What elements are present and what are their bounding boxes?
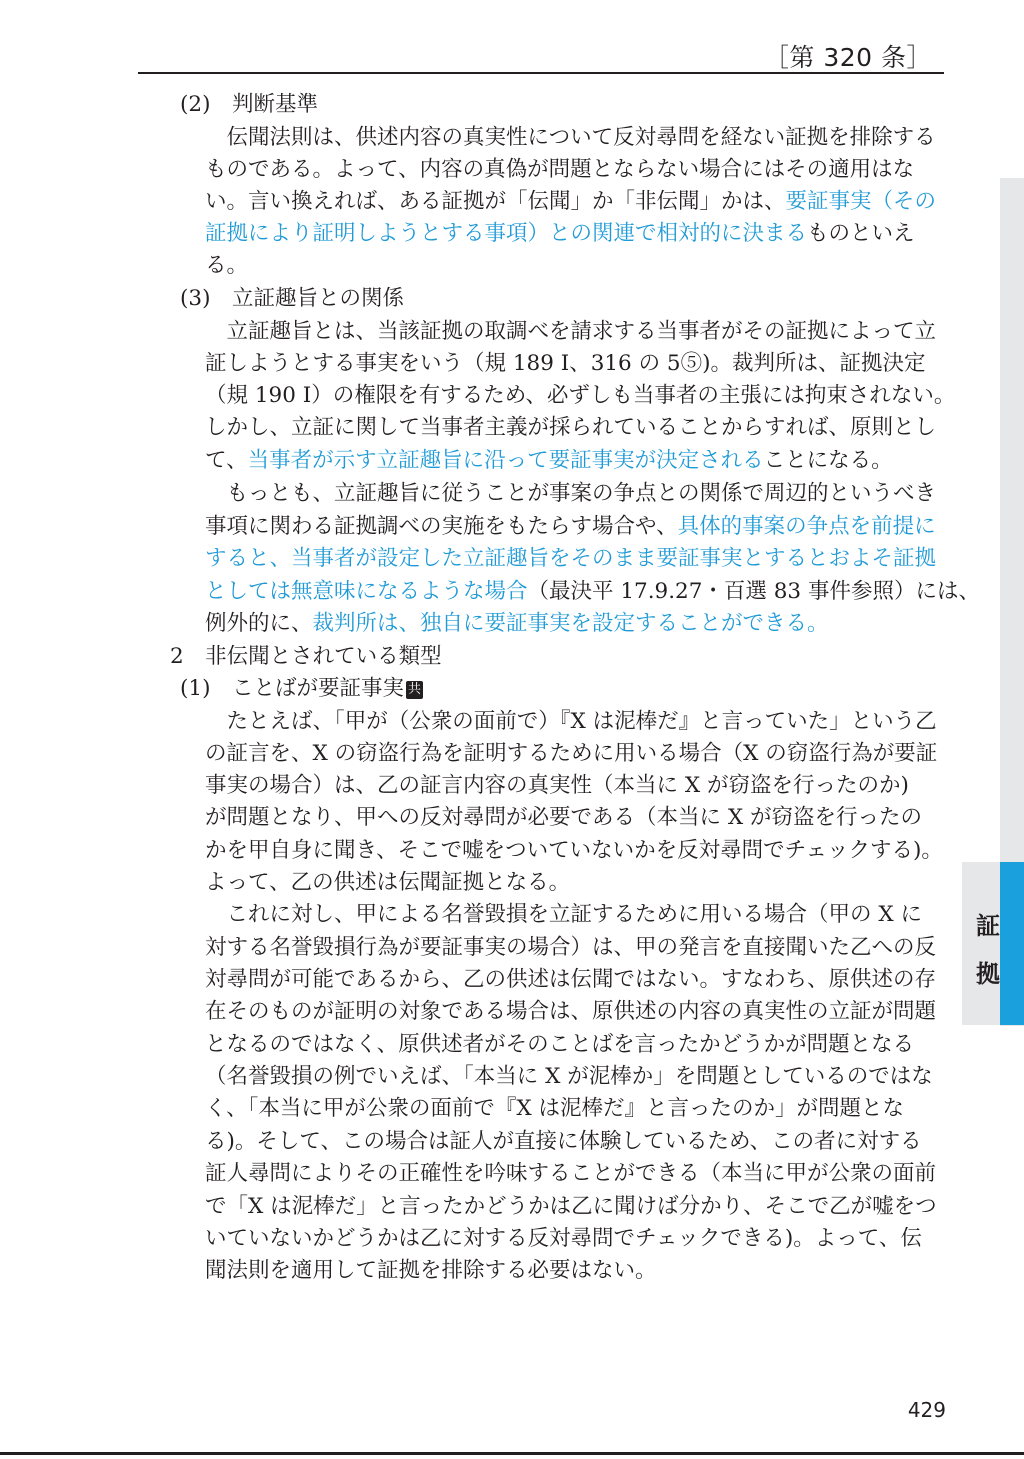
text-line bbox=[205, 380, 955, 412]
text-line bbox=[205, 802, 922, 834]
text-line bbox=[205, 316, 936, 348]
text-segment: （最決平 17.9.27・百選 83 事件参照）には、 bbox=[527, 579, 980, 604]
highlighted-text: 要証事実（その bbox=[785, 189, 937, 214]
highlighted-text: 当事者が示す立証趣旨に沿って要証事実が決定される bbox=[247, 448, 764, 473]
text-line bbox=[205, 608, 829, 640]
text-segment: の証言を、X の窃盗行為を証明するために用いる場合（X の窃盗行為が要証 bbox=[205, 741, 938, 766]
text-line bbox=[205, 899, 922, 931]
text-segment: る。 bbox=[205, 253, 249, 278]
text-line bbox=[205, 186, 936, 218]
text-segment: 証人尋問によりその正確性を吟味することができる（本当に甲が公衆の面前 bbox=[205, 1161, 937, 1186]
text-line bbox=[205, 835, 943, 867]
common-badge: 共 bbox=[407, 682, 421, 697]
text-segment: （名誉毀損の例でいえば、「本当に X が泥棒か」を問題としているのではな bbox=[205, 1064, 933, 1089]
text-segment: る)。そして、この場合は証人が直接に体験しているため、この者に対する bbox=[205, 1129, 922, 1154]
thumb-index-char: 証 bbox=[976, 912, 1000, 940]
text-segment: 対尋問が可能であるから、乙の供述は伝聞ではない。すなわち、原供述の存 bbox=[205, 967, 937, 992]
text-line bbox=[205, 996, 936, 1028]
text-segment: が問題となり、甲への反対尋問が必要である（本当に X が窃盗を行ったの bbox=[205, 805, 922, 830]
text-line bbox=[205, 964, 936, 996]
text-line bbox=[205, 738, 937, 770]
text-segment: しかし、立証に関して当事者主義が採られていることからすれば、原則とし bbox=[205, 415, 937, 440]
text-segment: い。言い換えれば、ある証拠が「伝聞」か「非伝聞」かは、 bbox=[205, 189, 786, 214]
text-line bbox=[205, 445, 893, 477]
text-segment: 対する名誉毀損行為が要証事実の場合）は、甲の発言を直接聞いた乙への反 bbox=[205, 935, 937, 960]
text-line bbox=[205, 154, 914, 186]
text-segment: （規 190 Ⅰ）の権限を有するため、必ずしも当事者の主張には拘束されない。 bbox=[205, 383, 956, 408]
text-segment: (2) 判断基準 bbox=[180, 92, 318, 117]
highlighted-text: 裁判所は、独自に要証事実を設定することができる。 bbox=[312, 611, 829, 636]
highlighted-text: すると、当事者が設定した立証趣旨をそのまま要証事実とするとおよそ証拠 bbox=[205, 546, 937, 571]
text-line bbox=[205, 1061, 933, 1093]
text-segment: となるのではなく、原供述者がそのことばを言ったかどうかが問題となる bbox=[205, 1032, 915, 1057]
text-segment: ものといえ bbox=[807, 221, 915, 246]
text-segment: く、「本当に甲が公衆の面前で『X は泥棒だ』と言ったのか」が問題とな bbox=[205, 1096, 904, 1121]
text-line bbox=[205, 1126, 922, 1158]
text-segment: で「X は泥棒だ」と言ったかどうかは乙に聞けば分かり、そこで乙が嘘をつ bbox=[205, 1194, 937, 1219]
text-segment: 事実の場合）は、乙の証言内容の真実性（本当に X が窃盗を行ったのか) bbox=[205, 773, 909, 798]
subheading-1 bbox=[180, 673, 423, 705]
thumb-index-tab[interactable] bbox=[1000, 862, 1024, 1025]
text-line bbox=[205, 1029, 914, 1061]
text-segment: よって、乙の供述は伝聞証拠となる。 bbox=[205, 870, 571, 895]
text-segment: かを甲自身に聞き、そこで嘘をついていないかを反対尋問でチェックする)。 bbox=[205, 838, 943, 863]
text-segment: 立証趣旨とは、当該証拠の取調べを請求する当事者がその証拠によって立 bbox=[205, 319, 937, 344]
text-line bbox=[205, 1191, 937, 1223]
text-segment: 聞法則を適用して証拠を排除する必要はない。 bbox=[205, 1258, 657, 1283]
text-line bbox=[205, 250, 248, 282]
subheading-2 bbox=[180, 89, 318, 121]
highlighted-text: としては無意味になるような場合 bbox=[205, 579, 528, 604]
text-line bbox=[205, 867, 570, 899]
text-segment: 例外的に、 bbox=[205, 611, 313, 636]
text-segment: 証しようとする事実をいう（規 189 Ⅰ、316 の 5⑤)。裁判所は、証拠決定 bbox=[205, 351, 926, 376]
text-line bbox=[205, 706, 937, 738]
highlighted-text: 具体的事案の争点を前提に bbox=[677, 514, 936, 539]
header-rule bbox=[138, 72, 944, 74]
text-segment: て、 bbox=[205, 448, 248, 473]
text-line bbox=[205, 511, 936, 543]
text-segment: いていないかどうかは乙に対する反対尋問でチェックできる)。よって、伝 bbox=[205, 1226, 922, 1251]
bottom-rule bbox=[0, 1452, 1024, 1455]
section-header: ［第 320 条］ bbox=[763, 43, 932, 72]
text-line bbox=[205, 1223, 922, 1255]
text-line bbox=[205, 770, 909, 802]
text-line bbox=[205, 1093, 904, 1125]
text-segment: もっとも、立証趣旨に従うことが事案の争点との関係で周辺的というべき bbox=[205, 481, 937, 506]
heading-2 bbox=[170, 641, 442, 673]
text-segment: 事項に関わる証拠調べの実施をもたらす場合や、 bbox=[205, 514, 678, 539]
subheading-3 bbox=[180, 283, 404, 315]
text-line bbox=[205, 1255, 657, 1287]
text-segment: (1) ことばが要証事実 bbox=[180, 676, 404, 701]
text-segment: 2 非伝聞とされている類型 bbox=[170, 644, 442, 669]
page-number: 429 bbox=[907, 1398, 946, 1422]
text-line bbox=[205, 576, 980, 608]
highlighted-text: 証拠により証明しようとする事項）との関連で相対的に決まる bbox=[205, 221, 808, 246]
text-segment: ものである。よって、内容の真偽が問題とならない場合にはその適用はな bbox=[205, 157, 915, 182]
text-line bbox=[205, 218, 915, 250]
text-segment: (3) 立証趣旨との関係 bbox=[180, 286, 404, 311]
text-segment: ことになる。 bbox=[763, 448, 893, 473]
text-segment: たとえば、「甲が（公衆の面前で）『X は泥棒だ』と言っていた」という乙 bbox=[205, 709, 937, 734]
text-segment: これに対し、甲による名誉毀損を立証するために用いる場合（甲の X に bbox=[205, 902, 922, 927]
text-line bbox=[205, 478, 936, 510]
text-line bbox=[205, 543, 936, 575]
text-segment: 在そのものが証明の対象である場合は、原供述の内容の真実性の立証が問題 bbox=[205, 999, 937, 1024]
text-line bbox=[205, 932, 936, 964]
text-segment: 伝聞法則は、供述内容の真実性について反対尋問を経ない証拠を排除する bbox=[205, 125, 936, 150]
text-line bbox=[205, 122, 936, 154]
text-line bbox=[205, 348, 925, 380]
thumb-index-char: 拠 bbox=[976, 960, 1000, 988]
text-line bbox=[205, 1158, 936, 1190]
text-line bbox=[205, 412, 936, 444]
